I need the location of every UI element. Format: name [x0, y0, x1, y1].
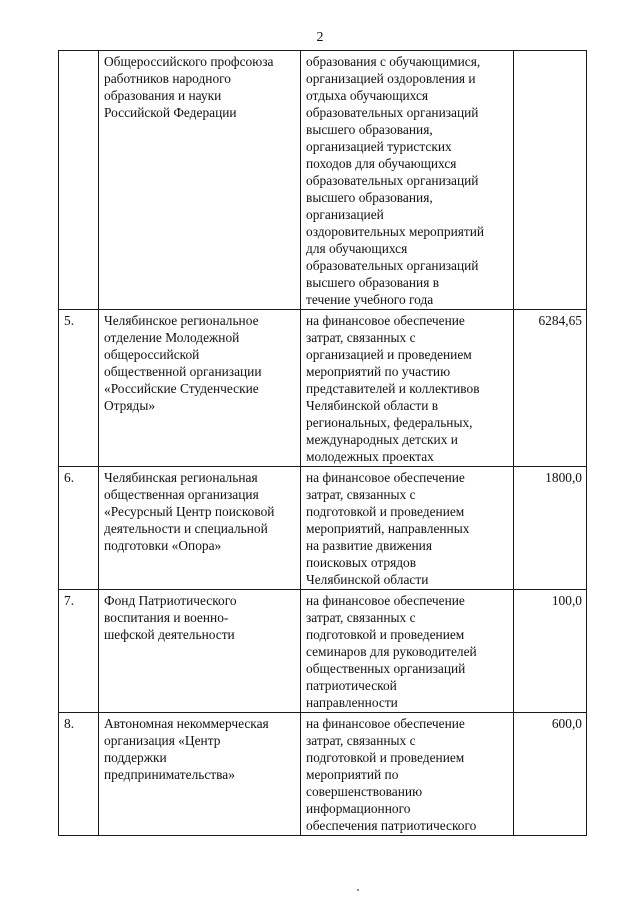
purpose-line: Челябинской области в — [306, 398, 439, 413]
organization-line: Автономная некоммерческая — [104, 716, 269, 731]
organization-line: подготовки «Опора» — [104, 538, 222, 553]
purpose-line: образовательных организаций — [306, 173, 479, 188]
funding-table — [58, 50, 587, 836]
organization-line: образования и науки — [104, 88, 222, 103]
organization-line: Челябинская региональная — [104, 470, 258, 485]
purpose-cell — [301, 713, 514, 836]
purpose-line: региональных, федеральных, — [306, 415, 473, 430]
organization-cell — [99, 590, 301, 713]
organization-line: Общероссийского профсоюза — [104, 54, 274, 69]
purpose-line: подготовкой и проведением — [306, 627, 465, 642]
purpose-line: мероприятий по — [306, 767, 399, 782]
organization-cell — [99, 713, 301, 836]
organization-line: Отряды» — [104, 398, 156, 413]
organization-cell — [99, 51, 301, 310]
purpose-cell — [301, 51, 514, 310]
purpose-line: семинаров для руководителей — [306, 644, 477, 659]
purpose-line: на финансовое обеспечение — [306, 313, 465, 328]
purpose-line: международных детских и — [306, 432, 458, 447]
purpose-line: на финансовое обеспечение — [306, 593, 465, 608]
row-number: 8. — [59, 713, 99, 836]
purpose-line: поисковых отрядов — [306, 555, 417, 570]
amount-cell: 6284,65 — [514, 310, 587, 467]
purpose-line: организацией — [306, 207, 384, 222]
purpose-line: организацией туристских — [306, 139, 452, 154]
table-row — [59, 310, 587, 467]
row-number: 7. — [59, 590, 99, 713]
organization-line: общественная организация — [104, 487, 259, 502]
purpose-line: мероприятий, направленных — [306, 521, 470, 536]
organization-line: отделение Молодежной — [104, 330, 240, 345]
purpose-line: затрат, связанных с — [306, 733, 416, 748]
purpose-line: обеспечения патриотического — [306, 818, 477, 833]
purpose-line: затрат, связанных с — [306, 610, 416, 625]
purpose-line: представителей и коллективов — [306, 381, 480, 396]
amount-cell: 600,0 — [514, 713, 587, 836]
amount-cell — [514, 51, 587, 310]
organization-line: предпринимательства» — [104, 767, 235, 782]
purpose-cell — [301, 467, 514, 590]
purpose-line: направленности — [306, 695, 398, 710]
purpose-line: затрат, связанных с — [306, 330, 416, 345]
purpose-line: организацией оздоровления и — [306, 71, 476, 86]
purpose-line: высшего образования, — [306, 122, 433, 137]
organization-line: деятельности и специальной — [104, 521, 268, 536]
purpose-line: на развитие движения — [306, 538, 432, 553]
organization-line: организация «Центр — [104, 733, 221, 748]
purpose-line: на финансовое обеспечение — [306, 716, 465, 731]
organization-line: Фонд Патриотического — [104, 593, 237, 608]
organization-line: шефской деятельности — [104, 627, 235, 642]
table-row — [59, 713, 587, 836]
purpose-line: течение учебного года — [306, 292, 434, 307]
organization-line: поддержки — [104, 750, 167, 765]
purpose-line: затрат, связанных с — [306, 487, 416, 502]
organization-line: работников народного — [104, 71, 231, 86]
organization-line: «Ресурсный Центр поисковой — [104, 504, 275, 519]
purpose-line: общественных организаций — [306, 661, 466, 676]
purpose-line: на финансовое обеспечение — [306, 470, 465, 485]
purpose-line: подготовкой и проведением — [306, 504, 465, 519]
purpose-line: образовательных организаций — [306, 258, 479, 273]
page-number: 2 — [316, 30, 324, 45]
organization-line: Российской Федерации — [104, 105, 237, 120]
purpose-line: информационного — [306, 801, 411, 816]
amount-cell: 100,0 — [514, 590, 587, 713]
row-number: 6. — [59, 467, 99, 590]
purpose-line: организацией и проведением — [306, 347, 472, 362]
purpose-line: для обучающихся — [306, 241, 408, 256]
purpose-line: подготовкой и проведением — [306, 750, 465, 765]
table-row — [59, 590, 587, 713]
organization-line: воспитания и военно- — [104, 610, 229, 625]
purpose-line: образования с обучающимися, — [306, 54, 481, 69]
organization-line: «Российские Студенческие — [104, 381, 259, 396]
purpose-line: Челябинской области — [306, 572, 429, 587]
purpose-cell — [301, 590, 514, 713]
row-number — [59, 51, 99, 310]
organization-line: общественной организации — [104, 364, 262, 379]
table-row — [59, 51, 587, 310]
funding-table-body — [59, 51, 587, 836]
purpose-line: совершенствованию — [306, 784, 423, 799]
table-row — [59, 467, 587, 590]
purpose-line: высшего образования, — [306, 190, 433, 205]
row-number: 5. — [59, 310, 99, 467]
purpose-line: молодежных проектах — [306, 449, 434, 464]
organization-line: Челябинское региональное — [104, 313, 259, 328]
organization-cell — [99, 310, 301, 467]
organization-line: общероссийской — [104, 347, 200, 362]
purpose-cell — [301, 310, 514, 467]
purpose-line: походов для обучающихся — [306, 156, 457, 171]
amount-cell: 1800,0 — [514, 467, 587, 590]
purpose-line: высшего образования в — [306, 275, 440, 290]
purpose-line: мероприятий по участию — [306, 364, 451, 379]
purpose-line: отдыха обучающихся — [306, 88, 429, 103]
purpose-line: патриотической — [306, 678, 397, 693]
purpose-line: образовательных организаций — [306, 105, 479, 120]
purpose-line: оздоровительных мероприятий — [306, 224, 485, 239]
organization-cell — [99, 467, 301, 590]
scan-speck — [357, 889, 359, 891]
